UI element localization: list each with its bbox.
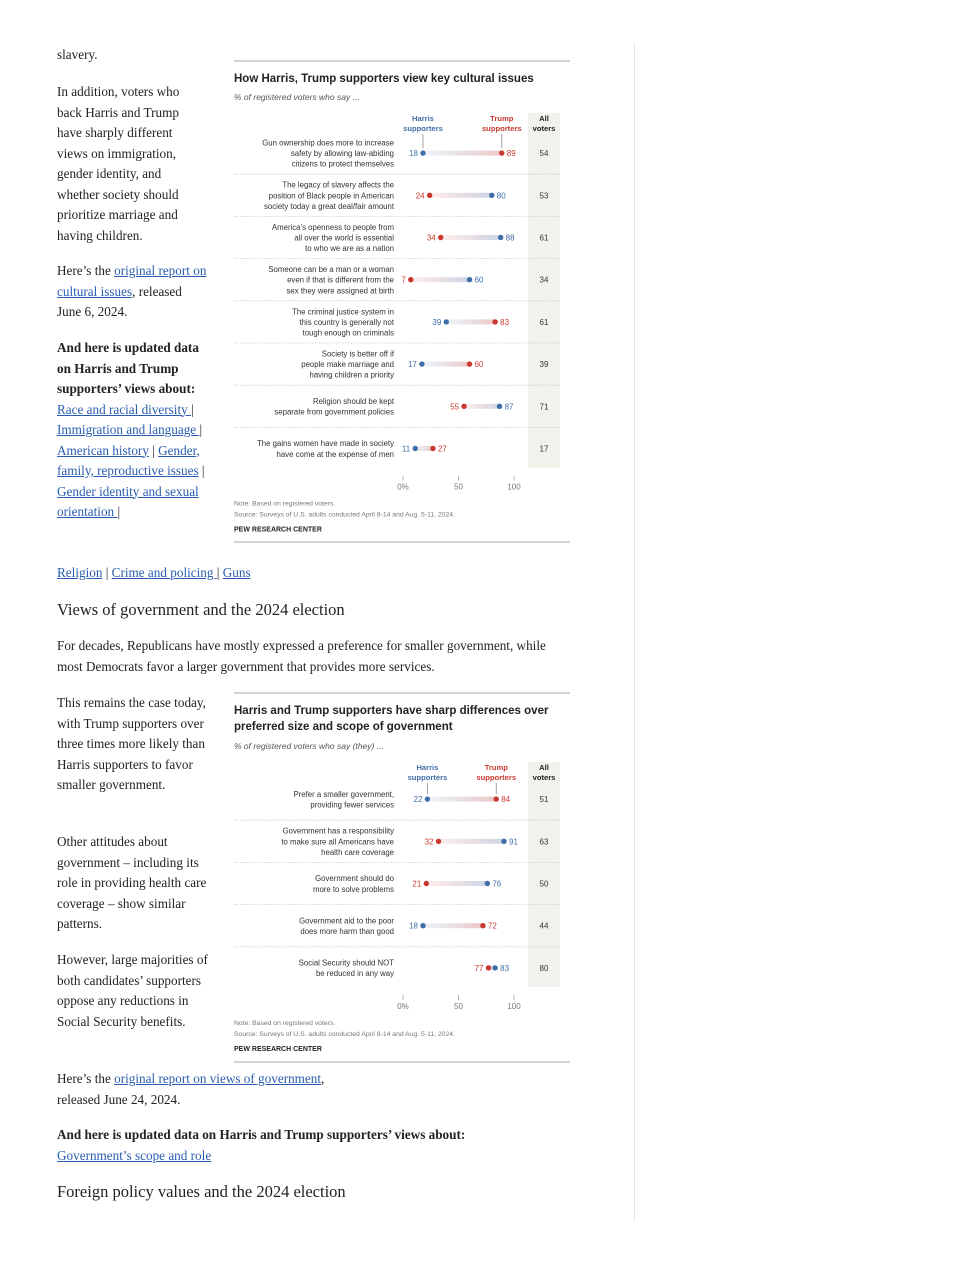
dot-harris: [419, 361, 424, 366]
dot-harris: [485, 881, 490, 886]
row-label: position of Black people in American: [268, 191, 394, 201]
value-trump: 55: [450, 402, 460, 412]
chart-note: Note: Based on registered voters.: [234, 500, 336, 508]
value-all-voters: 39: [539, 360, 549, 370]
dot-trump: [467, 361, 472, 366]
value-harris: 76: [492, 879, 502, 889]
gov-paragraph-2: This remains the case today, with Trump supporters over three times more likely than Harris supporters to favor smaller government.: [57, 695, 206, 792]
value-harris: 60: [474, 275, 484, 285]
dot-harris: [413, 446, 418, 451]
value-all-voters: 51: [539, 795, 549, 805]
dot-trump: [492, 319, 497, 324]
value-all-voters: 44: [539, 921, 549, 931]
gap-bar: [426, 881, 487, 886]
gap-bar: [423, 923, 483, 928]
cultural-paragraph: In addition, voters who back Harris and Trump have sharply different views on immigration, gender identity, and whether society should prioritize marriage and having children.: [57, 84, 180, 243]
report-suffix: , released June 6, 2024.: [57, 283, 182, 319]
row-label: providing fewer services: [310, 800, 394, 810]
value-all-voters: 54: [539, 149, 549, 159]
gap-bar: [422, 362, 470, 367]
value-harris: 80: [496, 191, 506, 201]
cultural-links-last-line: Religion | Crime and policing | Guns: [57, 565, 251, 580]
value-all-voters: 63: [539, 837, 549, 847]
dot-trump: [427, 193, 432, 198]
dot-harris: [425, 796, 430, 801]
value-all-voters: 53: [539, 191, 549, 201]
link-race[interactable]: Race and racial diversity: [57, 401, 192, 417]
gap-bar: [411, 277, 470, 282]
report-prefix: Here’s the: [57, 263, 115, 278]
value-all-voters: 71: [539, 402, 549, 412]
dot-harris: [492, 965, 497, 970]
row-label: Social Security should NOT: [298, 958, 394, 968]
legend-trump: supporters: [476, 773, 517, 782]
row-label: Society is better off if: [321, 349, 394, 359]
legend-all-voters: voters: [532, 773, 556, 782]
row-label: to who we are as a nation: [305, 244, 394, 254]
chart-credit: PEW RESEARCH CENTER: [234, 526, 322, 534]
chart-subtitle: % of registered voters who say (they) ...: [234, 741, 384, 751]
row-label: be reduced in any way: [315, 969, 394, 979]
cultural-issues-chart: [230, 58, 572, 546]
value-trump: 83: [500, 317, 510, 327]
value-harris: 18: [409, 149, 418, 159]
gap-bar: [439, 839, 504, 844]
gov-updated-bold: And here is updated data on Harris and Trump supporters’ views about:: [57, 1127, 466, 1142]
chart-subtitle: % of registered voters who say ...: [234, 92, 360, 102]
gov-report-line: [57, 1069, 347, 1110]
row-label: Prefer a smaller government,: [293, 789, 394, 799]
link-religion[interactable]: Religion: [57, 565, 103, 580]
dot-trump: [436, 839, 441, 844]
dot-harris: [420, 150, 425, 155]
gov-updated-block: [57, 1125, 497, 1166]
x-tick-label: 50: [454, 482, 463, 492]
value-harris: 18: [409, 921, 418, 931]
dot-harris: [498, 235, 503, 240]
dot-trump: [408, 277, 413, 282]
row-label: Government should do: [315, 874, 394, 884]
legend-harris: Harris: [412, 114, 434, 123]
legend-trump: supporters: [481, 124, 522, 133]
dot-trump: [430, 446, 435, 451]
value-all-voters: 61: [539, 233, 549, 243]
value-trump: 77: [474, 963, 484, 973]
value-trump: 32: [424, 837, 434, 847]
dot-trump: [424, 881, 429, 886]
chart-title-line: preferred size and scope of government: [234, 721, 453, 733]
dot-harris: [489, 193, 494, 198]
row-label: Someone can be a man or a woman: [268, 265, 394, 275]
dot-trump: [438, 235, 443, 240]
link-gender-family[interactable]: Gender, family, reproductive issues: [57, 442, 200, 478]
row-label: have come at the expense of men: [276, 449, 394, 459]
row-label: Government has a responsibility: [282, 826, 394, 836]
row-label: people make marriage and: [301, 360, 394, 370]
gap-bar: [446, 319, 495, 324]
row-label: having children a priority: [309, 370, 394, 380]
value-trump: 84: [501, 795, 511, 805]
cultural-report-line: [57, 261, 209, 323]
value-trump: 89: [506, 149, 516, 159]
row-label: does more harm than good: [300, 927, 394, 936]
value-all-voters: 17: [539, 444, 549, 454]
gov-report-link[interactable]: original report on views of government: [114, 1071, 322, 1086]
gap-bar: [423, 151, 502, 156]
chart-source: Source: Surveys of U.S. adults conducted April 8-14 and Aug. 5-11, 2024.: [234, 511, 455, 519]
x-tick-label: 100: [507, 482, 521, 492]
gov-report-suffix: , released June 24, 2024.: [57, 1071, 325, 1107]
row-label: citizens to protect themselves: [291, 159, 394, 169]
dot-harris: [420, 923, 425, 928]
gap-bar: [464, 404, 500, 409]
dot-trump: [499, 150, 504, 155]
chart-credit: PEW RESEARCH CENTER: [234, 1046, 322, 1053]
value-harris: 87: [504, 402, 514, 412]
dot-harris: [497, 404, 502, 409]
value-harris: 88: [505, 233, 515, 243]
link-immigration[interactable]: Immigration and language: [57, 422, 200, 437]
row-label: America’s openness to people from: [271, 222, 394, 232]
x-tick-label: 0%: [397, 482, 409, 492]
value-all-voters: 50: [539, 879, 549, 889]
gov-heading: Views of government and the 2024 election: [57, 600, 345, 619]
value-harris: 22: [413, 795, 423, 805]
legend-harris: supporters: [403, 124, 443, 133]
value-harris: 91: [509, 837, 518, 847]
row-label: Government aid to the poor: [299, 916, 394, 926]
gov-report-prefix: Here’s the: [57, 1071, 115, 1086]
row-label: tough enough on criminals: [302, 328, 394, 338]
row-label: more to solve problems: [312, 884, 394, 894]
row-label: sex they were assigned at birth: [286, 286, 394, 296]
value-trump: 21: [412, 879, 422, 889]
value-harris: 17: [407, 360, 417, 370]
value-trump: 27: [437, 444, 447, 454]
value-trump: 24: [415, 191, 425, 201]
all-voters-column-bg: [528, 113, 560, 468]
value-harris: 39: [432, 317, 442, 327]
link-crime[interactable]: Crime and policing: [111, 565, 217, 580]
government-scope-chart: [230, 690, 572, 1066]
cultural-report-link[interactable]: original report on cultural issues: [57, 263, 207, 299]
chart-title-line: Harris and Trump supporters have sharp differences over: [234, 705, 549, 717]
sidebar-divider: [634, 42, 635, 1222]
cultural-updated-bold: And here is updated data on Harris and Trump supporters’ views about:: [57, 340, 199, 396]
legend-harris: supporters: [407, 773, 448, 782]
legend-trump: Trump: [484, 763, 508, 772]
row-label: Gun ownership does more to increase: [262, 138, 394, 148]
row-label: safety by allowing law-abiding: [290, 149, 394, 159]
gov-paragraph-3: Other attitudes about government – including its role in providing health care coverage – show similar patterns.: [57, 834, 207, 931]
link-guns[interactable]: Guns: [222, 565, 251, 580]
row-label: The criminal justice system in: [292, 307, 394, 317]
legend-harris: Harris: [416, 763, 439, 772]
row-label: society today a great deal/fair amount: [263, 201, 394, 211]
dot-trump: [494, 796, 499, 801]
intro-tail: slavery.: [57, 47, 98, 62]
row-label: The legacy of slavery affects the: [282, 180, 394, 190]
value-all-voters: 80: [539, 963, 549, 973]
cultural-updated-block: And here is updated data on Harris and Trump supporters’ views about: Race and racial diversity | Immigration and language | American history | Gender, family, reproductive issues | Gender identity and sexual orientation |: [57, 340, 205, 519]
value-harris: 11: [401, 444, 411, 454]
row-label: health care coverage: [321, 847, 394, 857]
value-trump: 34: [426, 233, 436, 243]
x-tick-label: 0%: [397, 1002, 409, 1011]
dot-trump: [480, 923, 485, 928]
dot-harris: [467, 277, 472, 282]
legend-trump: Trump: [490, 114, 514, 123]
row-label: this country is generally not: [299, 317, 394, 327]
link-gov-scope[interactable]: Government’s scope and role: [57, 1147, 212, 1163]
legend-all-voters: All: [539, 114, 549, 123]
link-american-history[interactable]: American history: [57, 442, 149, 458]
row-label: Religion should be kept: [312, 397, 394, 406]
dot-trump: [486, 965, 491, 970]
row-label: separate from government policies: [274, 407, 394, 417]
x-tick-label: 50: [454, 1002, 463, 1011]
chart-source: Source: Surveys of U.S. adults conducted April 8-14 and Aug. 5-11, 2024.: [234, 1031, 455, 1038]
row-label: to make sure all Americans have: [281, 837, 394, 847]
row-label: even if that is different from the: [287, 275, 394, 285]
link-gender-identity[interactable]: Gender identity and sexual orientation: [57, 483, 199, 519]
value-all-voters: 61: [539, 317, 549, 327]
chart-title-line: How Harris, Trump supporters view key cultural issues: [234, 73, 534, 85]
x-tick-label: 100: [507, 1002, 521, 1011]
foreign-heading: Foreign policy values and the 2024 election: [57, 1182, 346, 1201]
row-label: The gains women have made in society: [257, 439, 394, 449]
gov-paragraph-4: However, large majorities of both candidates’ supporters oppose any reductions in Social Security benefits.: [57, 952, 208, 1029]
gap-bar: [430, 193, 492, 198]
dot-trump: [461, 404, 466, 409]
value-trump: 7: [401, 275, 406, 285]
value-trump: 72: [487, 921, 497, 931]
chart-note: Note: Based on registered voters.: [234, 1020, 336, 1027]
dot-harris: [444, 319, 449, 324]
value-harris: 83: [500, 963, 510, 973]
gov-paragraph-1: For decades, Republicans have mostly expressed a preference for smaller government, while most Democrats favor a larger government that provides more services.: [57, 638, 546, 674]
dot-harris: [501, 839, 506, 844]
row-label: all over the world is essential: [294, 233, 394, 243]
value-all-voters: 34: [539, 275, 549, 285]
gap-bar: [427, 797, 496, 802]
value-trump: 60: [474, 360, 484, 370]
gap-bar: [441, 235, 501, 240]
legend-all-voters: voters: [532, 124, 556, 133]
legend-all-voters: All: [539, 763, 549, 772]
